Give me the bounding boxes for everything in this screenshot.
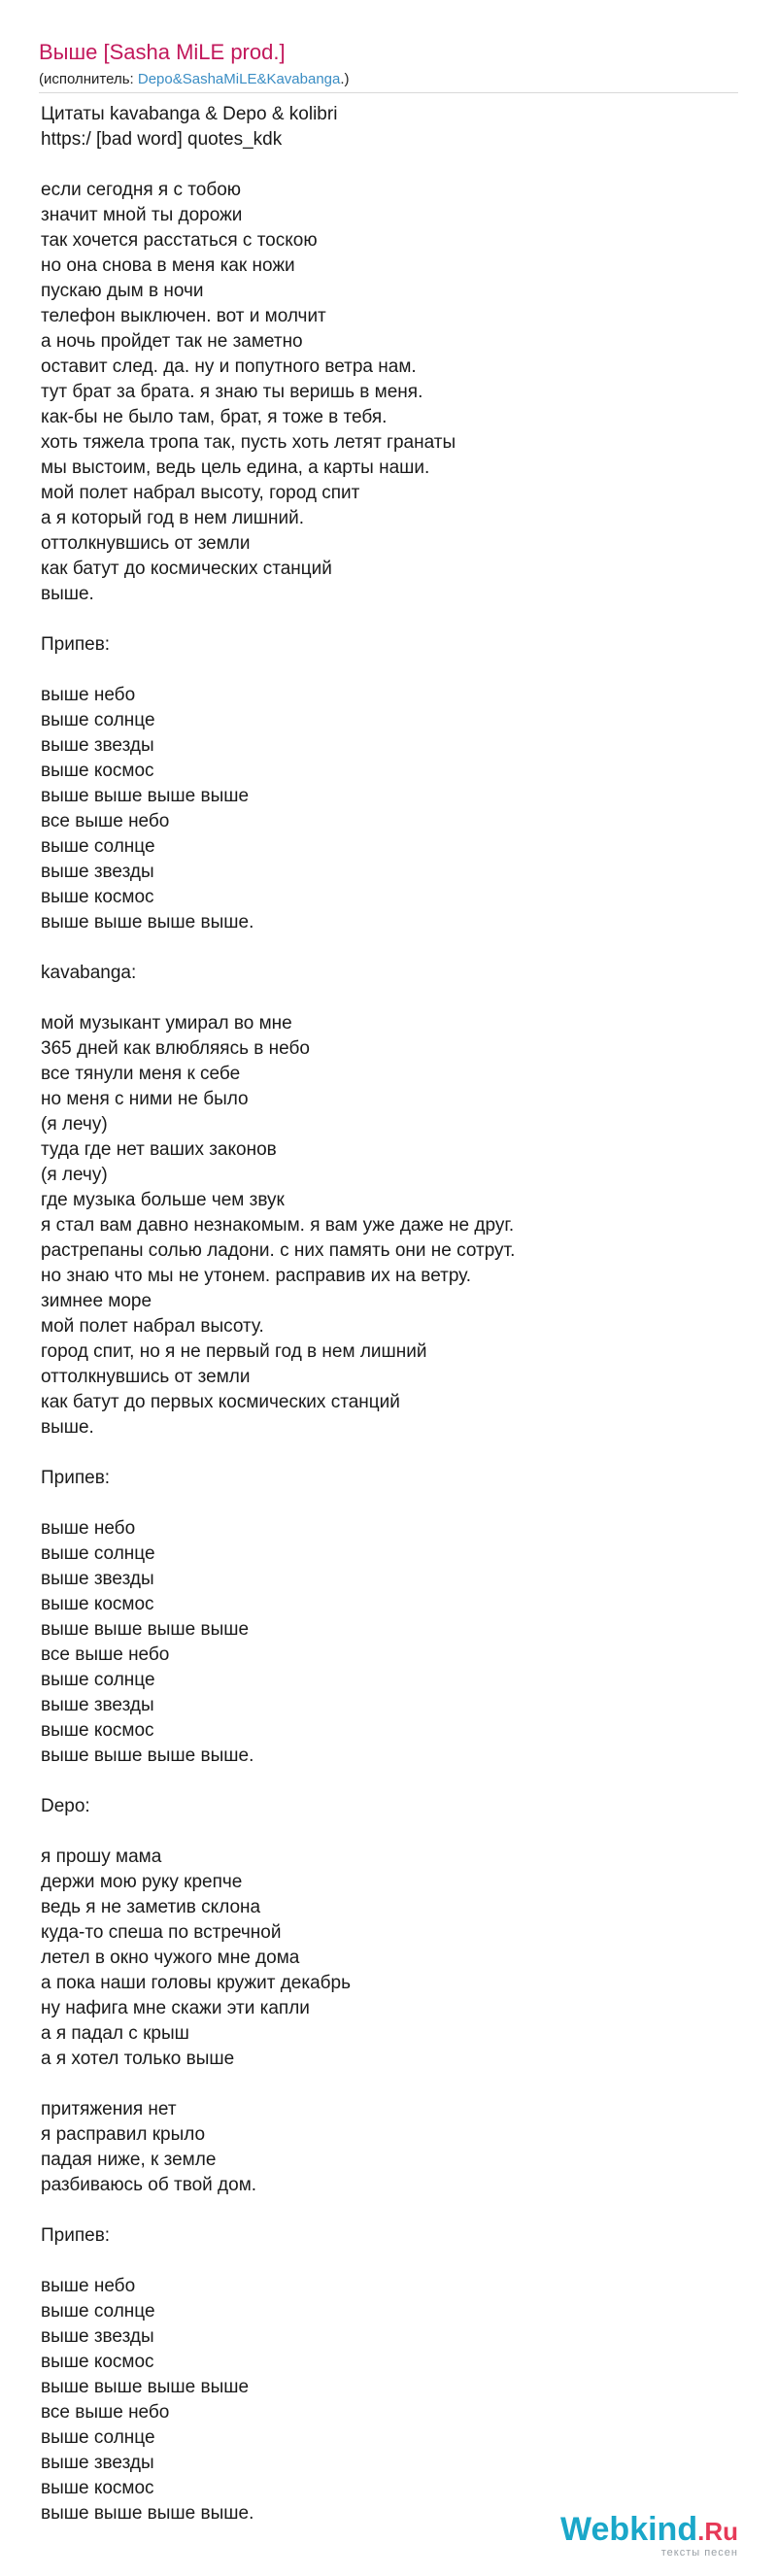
lyric-line: значит мной ты дорожи	[41, 205, 243, 225]
lyric-line: ведь я не заметив склона	[41, 1897, 261, 1917]
lyric-line: растрепаны солью ладони. с них память они не сотрут.	[41, 1240, 516, 1261]
lyric-line: выше выше выше выше	[41, 2377, 250, 2397]
lyric-line	[41, 935, 736, 961]
artist-link[interactable]: Depo&SashaMiLE&Kavabanga	[137, 71, 341, 87]
lyric-line: выше небо	[41, 2276, 136, 2296]
lyric-line: Припев:	[41, 2225, 111, 2246]
lyric-line: я прошу мама	[41, 1847, 162, 1867]
lyric-line: выше звезды	[41, 2326, 154, 2347]
lyric-line: если сегодня я с тобою	[41, 180, 242, 200]
lyric-line: я стал вам давно незнакомым. я вам уже даже не друг.	[41, 1215, 515, 1236]
lyric-line: все выше небо	[41, 1644, 170, 1665]
lyric-line: оставит след. да. ну и попутного ветра нам.	[41, 356, 417, 377]
lyric-line: Припев:	[41, 634, 111, 655]
lyric-line: оттолкнувшись от земли	[41, 533, 251, 554]
logo-web: Web	[560, 2511, 630, 2548]
lyric-line: выше солнце	[41, 1670, 155, 1690]
lyric-line	[41, 1769, 736, 1794]
lyric-line: выше выше выше выше.	[41, 1746, 254, 1766]
lyric-line: тут брат за брата. я знаю ты веришь в меня.	[41, 382, 423, 402]
logo-kind: kind	[629, 2511, 698, 2548]
lyric-line: но знаю что мы не утонем. расправив их на ветру.	[41, 1266, 472, 1286]
lyric-line	[41, 2198, 736, 2223]
lyric-line: Цитаты kavabanga & Depo & kolibri	[41, 104, 338, 124]
lyric-line: (я лечу)	[41, 1165, 108, 1185]
lyric-line: https:/ [bad word] quotes_kdk	[41, 129, 283, 150]
lyric-line: (я лечу)	[41, 1114, 108, 1135]
lyric-line: выше звезды	[41, 735, 154, 756]
lyric-line: телефон выключен. вот и молчит	[41, 306, 326, 326]
lyric-line	[41, 658, 736, 683]
lyric-line: туда где нет ваших законов	[41, 1139, 277, 1160]
lyric-line	[41, 1491, 736, 1516]
lyric-line: 365 дней как влюбляясь в небо	[41, 1038, 310, 1059]
lyric-line	[41, 1819, 736, 1845]
lyric-line: все выше небо	[41, 2402, 170, 2423]
lyric-line: выше выше выше выше	[41, 786, 250, 806]
lyric-line: оттолкнувшись от земли	[41, 1367, 251, 1387]
lyric-line: хоть тяжела тропа так, пусть хоть летят гранаты	[41, 432, 456, 453]
lyric-line: но она снова в меня как ножи	[41, 255, 295, 276]
lyric-line: как батут до космических станций	[41, 559, 332, 579]
lyric-line: разбиваюсь об твой дом.	[41, 2175, 257, 2195]
lyric-line: а я который год в нем лишний.	[41, 508, 305, 528]
lyric-line: держи мою руку крепче	[41, 1872, 243, 1892]
lyric-line: зимнее море	[41, 1291, 152, 1311]
lyric-line: выше звезды	[41, 1569, 154, 1589]
lyric-line: пускаю дым в ночи	[41, 281, 204, 301]
lyric-line	[41, 607, 736, 632]
lyric-line	[41, 986, 736, 1011]
lyric-line: как-бы не было там, брат, я тоже в тебя.	[41, 407, 388, 427]
lyrics-body	[41, 102, 736, 2526]
lyric-line: Depo:	[41, 1796, 90, 1816]
logo-ru: .Ru	[697, 2517, 738, 2546]
lyric-line: а я падал с крыш	[41, 2023, 189, 2044]
lyric-line	[41, 2249, 736, 2274]
artist-prefix: (исполнитель:	[39, 71, 138, 87]
lyric-line: kavabanga:	[41, 963, 137, 983]
lyric-line: выше космос	[41, 887, 154, 907]
lyric-line: выше космос	[41, 2352, 154, 2372]
lyric-line: но меня с ними не было	[41, 1089, 249, 1109]
lyric-line: притяжения нет	[41, 2099, 177, 2119]
lyric-line: выше космос	[41, 761, 154, 781]
lyric-line: мой полет набрал высоту, город спит	[41, 483, 360, 503]
lyric-line: выше космос	[41, 1594, 154, 1614]
lyric-line: выше небо	[41, 1518, 136, 1539]
lyric-line: выше звезды	[41, 862, 154, 882]
lyric-line: выше звезды	[41, 1695, 154, 1715]
logo-wordmark	[560, 2512, 738, 2549]
lyric-line: выше небо	[41, 685, 136, 705]
lyric-line: так хочется расстаться с тоскою	[41, 230, 318, 251]
webkind-logo[interactable]	[560, 2512, 738, 2559]
lyric-line: я расправил крыло	[41, 2124, 206, 2145]
lyric-line: выше космос	[41, 1720, 154, 1741]
lyric-line: мой полет набрал высоту.	[41, 1316, 264, 1337]
lyric-line: мы выстоим, ведь цель едина, а карты наши.	[41, 458, 430, 478]
lyric-line: выше выше выше выше.	[41, 912, 254, 932]
lyric-line	[41, 153, 736, 178]
lyric-line: выше.	[41, 1417, 94, 1438]
lyric-line: где музыка больше чем звук	[41, 1190, 285, 1210]
lyric-line: мой музыкант умирал во мне	[41, 1013, 292, 1034]
artist-suffix: .)	[340, 71, 350, 87]
lyric-line: а пока наши головы кружит декабрь	[41, 1973, 352, 1993]
lyric-line: куда-то спеша по встречной	[41, 1922, 282, 1943]
lyric-line	[41, 2072, 736, 2097]
lyric-line: летел в окно чужого мне дома	[41, 1948, 300, 1968]
header-divider	[39, 92, 738, 93]
lyric-line: выше выше выше выше	[41, 1619, 250, 1640]
lyric-line: выше солнце	[41, 836, 155, 857]
lyric-line: как батут до первых космических станций	[41, 1392, 400, 1412]
lyric-line: выше солнце	[41, 710, 155, 730]
lyric-line: выше солнце	[41, 2427, 155, 2448]
lyric-line: выше выше выше выше.	[41, 2503, 254, 2524]
logo-tagline: тексты песен	[660, 2547, 738, 2559]
lyric-line: выше солнце	[41, 2301, 155, 2322]
lyric-line: все выше небо	[41, 811, 170, 831]
lyric-line: выше космос	[41, 2478, 154, 2498]
lyric-line: все тянули меня к себе	[41, 1064, 241, 1084]
lyric-line: ну нафига мне скажи эти капли	[41, 1998, 310, 2018]
lyric-line: а я хотел только выше	[41, 2049, 235, 2069]
lyric-line: выше солнце	[41, 1543, 155, 1564]
lyric-line	[41, 1441, 736, 1466]
lyric-line: выше.	[41, 584, 94, 604]
artist-line	[39, 70, 350, 89]
lyric-line: город спит, но я не первый год в нем лишний	[41, 1341, 427, 1362]
lyric-line: выше звезды	[41, 2453, 154, 2473]
lyric-line: а ночь пройдет так не заметно	[41, 331, 303, 352]
lyric-line: Припев:	[41, 1468, 111, 1488]
lyric-line: падая ниже, к земле	[41, 2150, 217, 2170]
song-title: Выше [Sasha MiLE prod.]	[39, 40, 286, 64]
